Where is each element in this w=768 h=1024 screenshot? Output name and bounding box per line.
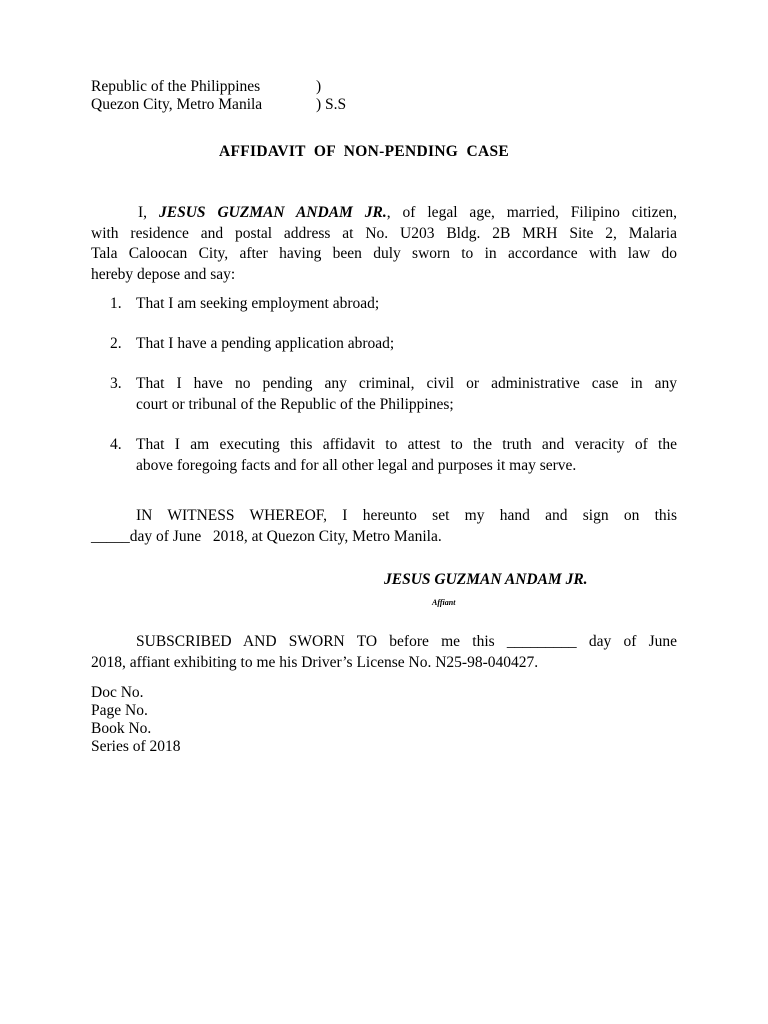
item-number: 2. [110, 335, 122, 352]
signature-name: JESUS GUZMAN ANDAM JR. [384, 571, 588, 588]
item-text-continued: court or tribunal of the Republic of the Philippines; [136, 396, 454, 413]
item-number: 3. [110, 375, 122, 392]
item-number: 1. [110, 295, 122, 312]
item-text: That I am seeking employment abroad; [136, 295, 380, 312]
signature-role: Affiant [432, 598, 456, 607]
intro-line-4: hereby depose and say: [91, 266, 236, 283]
page-no: Page No. [91, 702, 148, 719]
witness-line-2: _____day of June 2018, at Quezon City, Metro Manila. [91, 528, 442, 545]
venue-city: Quezon City, Metro Manila [91, 96, 263, 113]
intro-line-3: Tala Caloocan City, after having been duly sworn to in accordance with law do [91, 245, 677, 263]
venue-republic: Republic of the Philippines [91, 78, 261, 95]
witness-line-1: IN WITNESS WHEREOF, I hereunto set my hand and sign on this [136, 507, 677, 524]
book-no: Book No. [91, 720, 152, 737]
jurat-line-2: 2018, affiant exhibiting to me his Driver’s License No. N25-98-040427. [91, 654, 539, 671]
venue-bracket-1: ) [316, 78, 322, 95]
intro-lead: I, [138, 204, 159, 221]
affiant-name-intro: JESUS GUZMAN ANDAM JR. [158, 204, 387, 221]
item-text: That I am executing this affidavit to attest to the truth and veracity of the [136, 436, 677, 453]
intro-line-1 [91, 203, 677, 224]
item-text: That I have no pending any criminal, civil or administrative case in any [136, 375, 677, 392]
jurat-line-1: SUBSCRIBED AND SWORN TO before me this _________ day of June [136, 633, 677, 650]
item-text-continued: above foregoing facts and for all other legal and purposes it may serve. [136, 457, 577, 474]
intro-rest: , of legal age, married, Filipino citizen, [386, 204, 677, 221]
item-number: 4. [110, 436, 122, 453]
series-year: Series of 2018 [91, 738, 181, 755]
venue-ss: ) S.S [316, 96, 347, 113]
document-title: AFFIDAVIT OF NON-PENDING CASE [219, 143, 510, 160]
intro-line-2: with residence and postal address at No. U203 Bldg. 2B MRH Site 2, Malaria [91, 224, 677, 242]
doc-no: Doc No. [91, 684, 144, 701]
item-text: That I have a pending application abroad; [136, 335, 395, 352]
